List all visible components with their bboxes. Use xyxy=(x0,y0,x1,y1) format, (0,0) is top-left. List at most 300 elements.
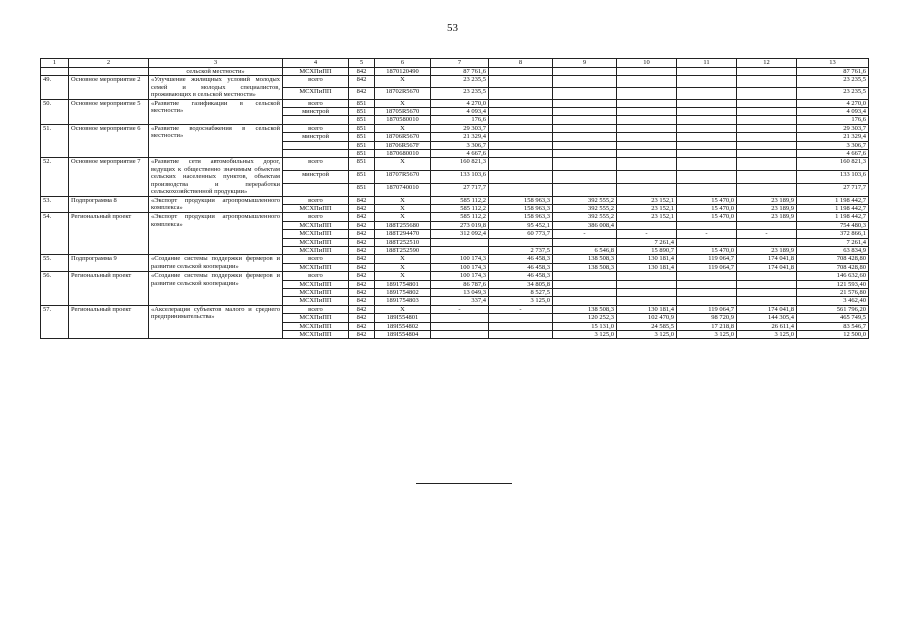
value-cell: 23 189,9 xyxy=(737,213,797,221)
code-cell: 842 xyxy=(349,263,375,271)
value-cell: 158 963,3 xyxy=(489,196,553,204)
value-cell xyxy=(553,288,617,296)
code-cell: 851 xyxy=(349,124,375,132)
row-name: Подпрограмма 9 xyxy=(69,255,149,272)
row-description: «Развитие газификации в сельской местности» xyxy=(149,99,283,124)
code-cell: X xyxy=(375,213,431,221)
value-cell xyxy=(553,171,617,184)
executor-cell xyxy=(283,116,349,124)
value-cell: 174 041,8 xyxy=(737,305,797,313)
code-cell: 842 xyxy=(349,255,375,263)
value-cell: 392 555,2 xyxy=(553,196,617,204)
value-cell xyxy=(737,297,797,305)
row-name: Региональный проект xyxy=(69,272,149,306)
value-cell: 120 252,3 xyxy=(553,314,617,322)
value-cell xyxy=(553,116,617,124)
value-cell xyxy=(677,280,737,288)
value-cell: 138 508,3 xyxy=(553,305,617,313)
code-cell: 1870120490 xyxy=(375,68,431,76)
value-cell xyxy=(553,280,617,288)
value-cell xyxy=(677,288,737,296)
value-cell xyxy=(553,150,617,158)
code-cell: 18705R5670 xyxy=(375,108,431,116)
executor-cell: МСХПиПП xyxy=(283,88,349,100)
value-cell xyxy=(553,76,617,88)
header-cell: 7 xyxy=(431,59,489,68)
value-cell: 15 131,0 xyxy=(553,322,617,330)
value-cell: 86 787,6 xyxy=(431,280,489,288)
value-cell: 3 125,0 xyxy=(617,331,677,339)
value-cell: 1 198 442,7 xyxy=(797,204,869,212)
value-cell: 158 963,3 xyxy=(489,213,553,221)
header-cell: 2 xyxy=(69,59,149,68)
value-cell xyxy=(553,99,617,107)
value-cell xyxy=(737,133,797,141)
value-cell xyxy=(677,133,737,141)
value-cell xyxy=(617,272,677,280)
value-cell xyxy=(431,246,489,254)
code-cell: 18702R5670 xyxy=(375,88,431,100)
value-cell xyxy=(489,68,553,76)
header-cell: 12 xyxy=(737,59,797,68)
value-cell: 465 749,5 xyxy=(797,314,869,322)
value-cell: 12 500,0 xyxy=(797,331,869,339)
value-cell: 138 508,3 xyxy=(553,255,617,263)
value-cell: 133 103,6 xyxy=(431,171,489,184)
value-cell xyxy=(617,133,677,141)
value-cell: 312 092,4 xyxy=(431,230,489,238)
code-cell: 851 xyxy=(349,141,375,149)
value-cell: 4 667,6 xyxy=(431,150,489,158)
code-cell: 1870580010 xyxy=(375,116,431,124)
value-cell: 23 152,1 xyxy=(617,204,677,212)
value-cell: 15 470,0 xyxy=(677,204,737,212)
value-cell xyxy=(677,183,737,196)
value-cell xyxy=(677,238,737,246)
value-cell xyxy=(617,280,677,288)
value-cell xyxy=(617,183,677,196)
value-cell: 708 428,80 xyxy=(797,255,869,263)
value-cell: 46 458,3 xyxy=(489,255,553,263)
code-cell: X xyxy=(375,196,431,204)
value-cell: 17 218,8 xyxy=(677,322,737,330)
code-cell: 842 xyxy=(349,230,375,238)
value-cell: 7 261,4 xyxy=(617,238,677,246)
value-cell xyxy=(617,116,677,124)
value-cell: 95 452,1 xyxy=(489,221,553,229)
value-cell: 708 428,80 xyxy=(797,263,869,271)
value-cell xyxy=(617,99,677,107)
value-cell xyxy=(677,76,737,88)
code-cell: 842 xyxy=(349,288,375,296)
header-row xyxy=(41,59,869,68)
value-cell: 121 593,40 xyxy=(797,280,869,288)
code-cell: 189I554804 xyxy=(375,331,431,339)
closing-rule xyxy=(416,483,512,484)
executor-cell: минстрой xyxy=(283,171,349,184)
value-cell xyxy=(737,272,797,280)
value-cell xyxy=(737,99,797,107)
row-number: 56. xyxy=(41,272,69,306)
code-cell: 18707R5670 xyxy=(375,171,431,184)
value-cell xyxy=(737,76,797,88)
value-cell: 87 761,6 xyxy=(797,68,869,76)
header-cell: 1 xyxy=(41,59,69,68)
value-cell: 7 261,4 xyxy=(797,238,869,246)
value-cell: 23 235,5 xyxy=(431,76,489,88)
row-name: Региональный проект xyxy=(69,305,149,339)
value-cell: 23 235,5 xyxy=(797,76,869,88)
value-cell xyxy=(489,76,553,88)
value-cell: 392 555,2 xyxy=(553,213,617,221)
code-cell: 189I554802 xyxy=(375,322,431,330)
code-cell: 842 xyxy=(349,280,375,288)
row-number: 55. xyxy=(41,255,69,272)
value-cell: 1 198 442,7 xyxy=(797,213,869,221)
value-cell xyxy=(489,158,553,171)
executor-cell: МСХПиПП xyxy=(283,230,349,238)
table-row xyxy=(41,158,869,171)
code-cell: X xyxy=(375,158,431,171)
code-cell: 1891754801 xyxy=(375,280,431,288)
value-cell: 1 198 442,7 xyxy=(797,196,869,204)
value-cell xyxy=(737,280,797,288)
value-cell xyxy=(737,183,797,196)
header-cell: 4 xyxy=(283,59,349,68)
row-name: Подпрограмма 8 xyxy=(69,196,149,213)
value-cell xyxy=(617,171,677,184)
code-cell: X xyxy=(375,99,431,107)
code-cell: 851 xyxy=(349,133,375,141)
value-cell: 15 470,0 xyxy=(677,213,737,221)
value-cell xyxy=(431,331,489,339)
header-cell: 10 xyxy=(617,59,677,68)
code-cell: X xyxy=(375,305,431,313)
value-cell xyxy=(489,183,553,196)
table-row xyxy=(41,213,869,221)
value-cell: 63 834,9 xyxy=(797,246,869,254)
value-cell: 3 125,0 xyxy=(737,331,797,339)
header-cell: 11 xyxy=(677,59,737,68)
value-cell: 585 112,2 xyxy=(431,204,489,212)
code-cell: 842 xyxy=(349,297,375,305)
value-cell xyxy=(431,314,489,322)
header-cell: 8 xyxy=(489,59,553,68)
value-cell: 119 064,7 xyxy=(677,255,737,263)
value-cell: 160 821,3 xyxy=(431,158,489,171)
executor-cell: всего xyxy=(283,124,349,132)
code-cell: 842 xyxy=(349,331,375,339)
table-row xyxy=(41,76,869,88)
value-cell: 337,4 xyxy=(431,297,489,305)
value-cell: 273 019,8 xyxy=(431,221,489,229)
value-cell: 15 470,0 xyxy=(677,246,737,254)
value-cell xyxy=(489,238,553,246)
code-cell: 18706R5670 xyxy=(375,133,431,141)
code-cell: 1891754802 xyxy=(375,288,431,296)
code-cell: 842 xyxy=(349,238,375,246)
header-cell: 5 xyxy=(349,59,375,68)
value-cell: - xyxy=(737,230,797,238)
row-description: «Улучшение жилищных условий молодых семей и молодых специалистов, проживающих в сельской местности» xyxy=(149,76,283,99)
value-cell xyxy=(677,68,737,76)
executor-cell xyxy=(283,141,349,149)
value-cell xyxy=(677,116,737,124)
value-cell: 100 174,3 xyxy=(431,263,489,271)
executor-cell: МСХПиПП xyxy=(283,246,349,254)
value-cell xyxy=(489,133,553,141)
row-number: 53. xyxy=(41,196,69,213)
table-row xyxy=(41,99,869,107)
row-name: Основное мероприятие 7 xyxy=(69,158,149,196)
executor-cell: МСХПиПП xyxy=(283,238,349,246)
value-cell xyxy=(677,158,737,171)
value-cell: 561 796,20 xyxy=(797,305,869,313)
value-cell: 100 174,3 xyxy=(431,272,489,280)
row-name: Региональный проект xyxy=(69,213,149,255)
value-cell: 83 546,7 xyxy=(797,322,869,330)
value-cell xyxy=(617,88,677,100)
value-cell xyxy=(489,322,553,330)
code-cell: 851 xyxy=(349,158,375,171)
row-description: «Создание системы поддержки фермеров и развитие сельской кооперации» xyxy=(149,255,283,272)
code-cell: X xyxy=(375,124,431,132)
executor-cell: всего xyxy=(283,255,349,263)
header-cell: 13 xyxy=(797,59,869,68)
value-cell xyxy=(737,124,797,132)
value-cell xyxy=(617,108,677,116)
code-cell: 851 xyxy=(349,116,375,124)
value-cell xyxy=(489,88,553,100)
value-cell: 3 125,0 xyxy=(553,331,617,339)
value-cell: 372 866,1 xyxy=(797,230,869,238)
code-cell: 851 xyxy=(349,108,375,116)
value-cell xyxy=(677,171,737,184)
value-cell: 46 458,3 xyxy=(489,272,553,280)
value-cell xyxy=(617,68,677,76)
row-name: Основное мероприятие 6 xyxy=(69,124,149,158)
value-cell: 34 805,8 xyxy=(489,280,553,288)
value-cell xyxy=(677,150,737,158)
code-cell: 842 xyxy=(349,314,375,322)
value-cell: 392 555,2 xyxy=(553,204,617,212)
code-cell: X xyxy=(375,76,431,88)
value-cell: - xyxy=(617,230,677,238)
value-cell xyxy=(553,158,617,171)
header-cell: 9 xyxy=(553,59,617,68)
value-cell xyxy=(737,238,797,246)
value-cell xyxy=(489,108,553,116)
value-cell: 21 576,80 xyxy=(797,288,869,296)
code-cell: X xyxy=(375,255,431,263)
table-row xyxy=(41,68,869,76)
value-cell xyxy=(737,116,797,124)
value-cell: 102 470,9 xyxy=(617,314,677,322)
value-cell: 15 890,7 xyxy=(617,246,677,254)
value-cell: 146 632,60 xyxy=(797,272,869,280)
code-cell: 842 xyxy=(349,272,375,280)
value-cell: 23 189,9 xyxy=(737,246,797,254)
value-cell xyxy=(553,238,617,246)
code-cell: 842 xyxy=(349,322,375,330)
code-cell: 851 xyxy=(349,183,375,196)
code-cell: 842 xyxy=(349,213,375,221)
value-cell: 144 305,4 xyxy=(737,314,797,322)
value-cell: 130 181,4 xyxy=(617,263,677,271)
value-cell: 386 008,4 xyxy=(553,221,617,229)
value-cell xyxy=(617,158,677,171)
row-name xyxy=(69,68,149,76)
value-cell: 130 181,4 xyxy=(617,255,677,263)
row-description: сельской местности» xyxy=(149,68,283,76)
row-number: 52. xyxy=(41,158,69,196)
code-cell: 188T294470 xyxy=(375,230,431,238)
table-row xyxy=(41,255,869,263)
value-cell: 29 303,7 xyxy=(797,124,869,132)
value-cell: 4 667,6 xyxy=(797,150,869,158)
value-cell: 23 189,9 xyxy=(737,204,797,212)
value-cell xyxy=(677,221,737,229)
value-cell: - xyxy=(677,230,737,238)
value-cell xyxy=(553,141,617,149)
value-cell xyxy=(737,141,797,149)
page-number: 53 xyxy=(447,22,458,34)
executor-cell: всего xyxy=(283,196,349,204)
value-cell: 23 235,5 xyxy=(797,88,869,100)
code-cell: X xyxy=(375,204,431,212)
code-cell: 1891754803 xyxy=(375,297,431,305)
value-cell xyxy=(489,124,553,132)
code-cell: 1870680010 xyxy=(375,150,431,158)
executor-cell: минстрой xyxy=(283,133,349,141)
code-cell: 188T252510 xyxy=(375,238,431,246)
header-cell: 6 xyxy=(375,59,431,68)
value-cell xyxy=(553,68,617,76)
table-row xyxy=(41,272,869,280)
value-cell xyxy=(553,133,617,141)
value-cell: 176,6 xyxy=(797,116,869,124)
value-cell: 585 112,2 xyxy=(431,213,489,221)
value-cell xyxy=(489,331,553,339)
value-cell: 46 458,3 xyxy=(489,263,553,271)
code-cell: 842 xyxy=(349,196,375,204)
header-cell: 3 xyxy=(149,59,283,68)
value-cell xyxy=(677,272,737,280)
executor-cell: всего xyxy=(283,213,349,221)
row-number: 50. xyxy=(41,99,69,124)
value-cell: 27 717,7 xyxy=(797,183,869,196)
row-name: Основное мероприятие 2 xyxy=(69,76,149,99)
value-cell: 4 270,0 xyxy=(431,99,489,107)
budget-table xyxy=(40,58,869,339)
value-cell xyxy=(677,297,737,305)
row-description: «Акселерация субъектов малого и среднего предпринимательства» xyxy=(149,305,283,339)
value-cell: 2 737,5 xyxy=(489,246,553,254)
code-cell: 188T252590 xyxy=(375,246,431,254)
value-cell xyxy=(489,99,553,107)
value-cell: 24 585,5 xyxy=(617,322,677,330)
executor-cell: всего xyxy=(283,305,349,313)
value-cell: 158 963,3 xyxy=(489,204,553,212)
value-cell xyxy=(553,183,617,196)
row-description: «Экспорт продукции агропромышленного комплекса» xyxy=(149,213,283,255)
value-cell: 100 174,3 xyxy=(431,255,489,263)
value-cell: 6 546,8 xyxy=(553,246,617,254)
code-cell: 842 xyxy=(349,88,375,100)
value-cell: 4 093,4 xyxy=(797,108,869,116)
value-cell: 133 103,6 xyxy=(797,171,869,184)
value-cell xyxy=(617,297,677,305)
value-cell: - xyxy=(553,230,617,238)
value-cell xyxy=(677,124,737,132)
value-cell: - xyxy=(489,305,553,313)
executor-cell: минстрой xyxy=(283,108,349,116)
value-cell: 3 306,7 xyxy=(431,141,489,149)
value-cell: 3 125,0 xyxy=(677,331,737,339)
value-cell: 87 761,6 xyxy=(431,68,489,76)
row-number: 49. xyxy=(41,76,69,99)
value-cell: 60 773,7 xyxy=(489,230,553,238)
executor-cell: всего xyxy=(283,99,349,107)
value-cell: 21 329,4 xyxy=(797,133,869,141)
value-cell xyxy=(553,297,617,305)
value-cell: 27 717,7 xyxy=(431,183,489,196)
row-number: 57. xyxy=(41,305,69,339)
code-cell: 18706R567F xyxy=(375,141,431,149)
value-cell xyxy=(617,288,677,296)
code-cell: 842 xyxy=(349,68,375,76)
value-cell: 754 480,3 xyxy=(797,221,869,229)
table-row xyxy=(41,124,869,132)
value-cell: 3 306,7 xyxy=(797,141,869,149)
code-cell: 851 xyxy=(349,150,375,158)
code-cell: 188T255680 xyxy=(375,221,431,229)
value-cell: 174 041,8 xyxy=(737,255,797,263)
value-cell xyxy=(553,124,617,132)
value-cell xyxy=(617,141,677,149)
value-cell xyxy=(431,238,489,246)
value-cell: 4 093,4 xyxy=(431,108,489,116)
value-cell: 98 720,9 xyxy=(677,314,737,322)
code-cell: X xyxy=(375,263,431,271)
value-cell: 23 235,5 xyxy=(431,88,489,100)
row-number: 54. xyxy=(41,213,69,255)
executor-cell: всего xyxy=(283,76,349,88)
value-cell: 585 112,2 xyxy=(431,196,489,204)
value-cell xyxy=(737,221,797,229)
row-number: 51. xyxy=(41,124,69,158)
value-cell: 13 049,3 xyxy=(431,288,489,296)
value-cell xyxy=(617,221,677,229)
value-cell: 130 181,4 xyxy=(617,305,677,313)
code-cell: X xyxy=(375,272,431,280)
value-cell: 4 270,0 xyxy=(797,99,869,107)
table-row xyxy=(41,196,869,204)
value-cell xyxy=(677,141,737,149)
value-cell: 160 821,3 xyxy=(797,158,869,171)
code-cell: 842 xyxy=(349,221,375,229)
code-cell: 851 xyxy=(349,99,375,107)
value-cell: 8 527,5 xyxy=(489,288,553,296)
value-cell xyxy=(617,124,677,132)
executor-cell: МСХПиПП xyxy=(283,68,349,76)
value-cell xyxy=(737,68,797,76)
code-cell: 842 xyxy=(349,76,375,88)
value-cell xyxy=(617,76,677,88)
value-cell xyxy=(489,141,553,149)
executor-cell: МСХПиПП xyxy=(283,221,349,229)
executor-cell xyxy=(283,150,349,158)
